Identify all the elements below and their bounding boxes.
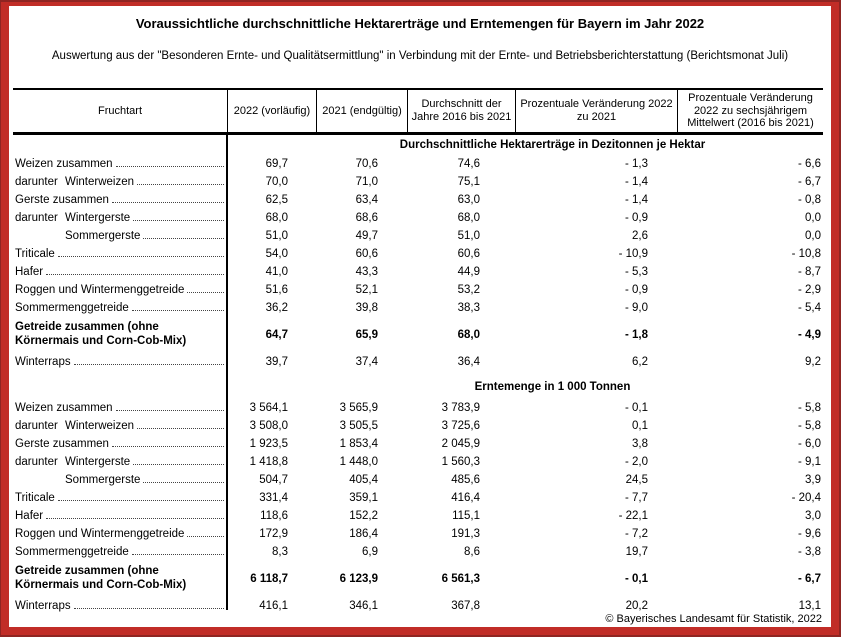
crop-label-cell bbox=[13, 546, 227, 558]
document-page bbox=[1, 2, 839, 635]
column-header-veraenderung-2021: Prozentuale Veränderung 2022 zu 2021 bbox=[515, 90, 677, 132]
section-heading: Erntemenge in 1 000 Tonnen bbox=[474, 380, 631, 393]
crop-name: Getreide zusammen (ohne Körnermais und Corn-Cob-Mix) bbox=[15, 565, 187, 591]
value-2021: 186,4 bbox=[349, 527, 378, 540]
value-change-vs-average: - 3,8 bbox=[797, 545, 821, 558]
table-row bbox=[13, 281, 823, 299]
value-2022: 1 418,8 bbox=[249, 455, 288, 468]
value-change-vs-average: - 2,9 bbox=[797, 283, 821, 296]
table-row bbox=[13, 155, 823, 173]
value-average-2016-2021: 44,9 bbox=[457, 265, 480, 278]
value-average-2016-2021: 8,6 bbox=[464, 545, 480, 558]
dot-leader bbox=[187, 288, 224, 293]
crop-name: Winterraps bbox=[15, 599, 71, 612]
table-row bbox=[13, 209, 823, 227]
table-row bbox=[13, 561, 823, 597]
value-change-vs-average: - 9,6 bbox=[797, 527, 821, 540]
value-average-2016-2021: 1 560,3 bbox=[441, 455, 480, 468]
crop-label-cell bbox=[13, 230, 227, 242]
dot-leader bbox=[74, 360, 224, 365]
value-2021: 68,6 bbox=[355, 211, 378, 224]
table-row bbox=[13, 507, 823, 525]
value-average-2016-2021: 63,0 bbox=[457, 193, 480, 206]
crop-name: Hafer bbox=[15, 265, 44, 278]
table-row bbox=[13, 245, 823, 263]
dot-leader bbox=[143, 478, 224, 483]
value-change-vs-average: - 6,0 bbox=[797, 437, 821, 450]
crop-label-cell bbox=[13, 194, 227, 206]
value-average-2016-2021: 75,1 bbox=[457, 175, 480, 188]
value-2022: 504,7 bbox=[259, 473, 288, 486]
value-2022: 51,6 bbox=[265, 283, 288, 296]
value-change-vs-2021: - 1,3 bbox=[624, 157, 648, 170]
crop-label-cell bbox=[13, 402, 227, 414]
table-row bbox=[13, 525, 823, 543]
value-2022: 172,9 bbox=[259, 527, 288, 540]
value-average-2016-2021: 416,4 bbox=[451, 491, 480, 504]
value-2022: 54,0 bbox=[265, 247, 288, 260]
value-change-vs-average: - 20,4 bbox=[791, 491, 821, 504]
crop-label-cell bbox=[13, 565, 227, 592]
page-title: Voraussichtliche durchschnittliche Hektarerträge und Erntemengen für Bayern im Jahr 2022 bbox=[135, 16, 705, 31]
crop-label-cell bbox=[13, 528, 227, 540]
value-2022: 64,7 bbox=[265, 328, 288, 341]
dot-leader bbox=[46, 514, 224, 519]
crop-name: Triticale bbox=[15, 247, 55, 260]
value-change-vs-2021: 19,7 bbox=[625, 545, 648, 558]
value-2021: 1 853,4 bbox=[339, 437, 378, 450]
column-header-veraenderung-mittelwert: Prozentuale Veränderung 2022 zu sechsjährigem Mittelwert (2016 bis 2021) bbox=[677, 90, 823, 132]
value-change-vs-average: 0,0 bbox=[805, 229, 821, 242]
value-average-2016-2021: 3 783,9 bbox=[441, 401, 480, 414]
value-2021: 49,7 bbox=[355, 229, 378, 242]
dot-leader bbox=[112, 442, 224, 447]
crop-name: Getreide zusammen (ohne Körnermais und Corn-Cob-Mix) bbox=[15, 321, 187, 347]
row-prefix: darunter bbox=[15, 419, 58, 432]
value-change-vs-average: - 4,9 bbox=[797, 328, 821, 341]
value-2021: 3 565,9 bbox=[339, 401, 378, 414]
dot-leader bbox=[137, 424, 224, 429]
table-header-row bbox=[13, 88, 823, 135]
value-2022: 62,5 bbox=[265, 193, 288, 206]
dot-leader bbox=[132, 306, 224, 311]
value-2021: 65,9 bbox=[355, 328, 378, 341]
value-change-vs-average: - 0,8 bbox=[797, 193, 821, 206]
dot-leader bbox=[74, 604, 224, 609]
crop-name: Gerste zusammen bbox=[15, 437, 109, 450]
value-change-vs-2021: - 0,9 bbox=[624, 283, 648, 296]
value-change-vs-2021: 0,1 bbox=[632, 419, 648, 432]
value-average-2016-2021: 3 725,6 bbox=[441, 419, 480, 432]
value-2021: 6 123,9 bbox=[339, 572, 378, 585]
crop-label-cell bbox=[13, 600, 227, 612]
value-2021: 52,1 bbox=[355, 283, 378, 296]
table-row bbox=[13, 227, 823, 245]
value-average-2016-2021: 74,6 bbox=[457, 157, 480, 170]
value-2022: 51,0 bbox=[265, 229, 288, 242]
crop-name: Roggen und Wintermenggetreide bbox=[15, 283, 185, 296]
value-average-2016-2021: 38,3 bbox=[457, 301, 480, 314]
row-prefix: darunter bbox=[15, 211, 58, 224]
crop-label-cell bbox=[13, 474, 227, 486]
crop-label-cell bbox=[13, 492, 227, 504]
value-2022: 6 118,7 bbox=[250, 572, 288, 585]
value-change-vs-2021: - 2,0 bbox=[624, 455, 648, 468]
value-2021: 1 448,0 bbox=[339, 455, 378, 468]
value-change-vs-average: 3,0 bbox=[805, 509, 821, 522]
value-change-vs-average: - 5,4 bbox=[797, 301, 821, 314]
value-2021: 359,1 bbox=[349, 491, 378, 504]
value-change-vs-2021: 20,2 bbox=[625, 599, 648, 612]
value-change-vs-average: - 6,7 bbox=[797, 572, 821, 585]
value-average-2016-2021: 51,0 bbox=[457, 229, 480, 242]
crop-label-cell bbox=[13, 356, 227, 368]
value-change-vs-average: - 6,6 bbox=[797, 157, 821, 170]
crop-name: Winterweizen bbox=[65, 175, 135, 188]
crop-label-cell bbox=[13, 420, 227, 432]
value-2021: 70,6 bbox=[355, 157, 378, 170]
value-average-2016-2021: 115,1 bbox=[452, 509, 480, 522]
copyright-note: © Bayerisches Landesamt für Statistik, 2022 bbox=[605, 613, 822, 625]
crop-label-cell bbox=[13, 438, 227, 450]
value-average-2016-2021: 60,6 bbox=[457, 247, 480, 260]
crop-label-cell bbox=[13, 158, 227, 170]
value-average-2016-2021: 191,3 bbox=[451, 527, 480, 540]
value-average-2016-2021: 367,8 bbox=[451, 599, 480, 612]
value-2021: 39,8 bbox=[355, 301, 378, 314]
value-change-vs-2021: - 1,4 bbox=[624, 175, 648, 188]
dot-leader bbox=[46, 270, 224, 275]
table-row bbox=[13, 353, 823, 371]
value-2022: 69,7 bbox=[265, 157, 288, 170]
table-row bbox=[13, 543, 823, 561]
crop-name: Sommergerste bbox=[65, 229, 141, 242]
page-subtitle: Auswertung aus der "Besonderen Ernte- und Qualitätsermittlung" in Verbindung mit der Ernte- und Betriebsberichterstattung (Berichtsmonat Juli) bbox=[51, 50, 789, 62]
table-row bbox=[13, 191, 823, 209]
crop-label-cell bbox=[13, 456, 227, 468]
value-change-vs-average: - 8,7 bbox=[797, 265, 821, 278]
value-2021: 37,4 bbox=[355, 355, 378, 368]
value-change-vs-2021: 3,8 bbox=[632, 437, 648, 450]
column-header-fruchtart: Fruchtart bbox=[97, 104, 142, 117]
value-average-2016-2021: 485,6 bbox=[451, 473, 480, 486]
value-change-vs-average: 3,9 bbox=[805, 473, 821, 486]
table-body bbox=[13, 135, 823, 615]
value-change-vs-average: - 5,8 bbox=[797, 401, 821, 414]
crop-label-cell bbox=[13, 510, 227, 522]
statistics-table bbox=[13, 88, 823, 615]
value-change-vs-average: 13,1 bbox=[798, 599, 821, 612]
dot-leader bbox=[187, 532, 224, 537]
dot-leader bbox=[132, 550, 224, 555]
table-row bbox=[13, 489, 823, 507]
value-change-vs-2021: 2,6 bbox=[632, 229, 648, 242]
value-average-2016-2021: 68,0 bbox=[457, 328, 480, 341]
value-2022: 118,6 bbox=[260, 509, 288, 522]
table-row bbox=[13, 453, 823, 471]
table-row bbox=[13, 299, 823, 317]
column-header-durchschnitt: Durchschnitt der Jahre 2016 bis 2021 bbox=[407, 90, 515, 132]
dot-leader bbox=[133, 460, 224, 465]
value-2022: 331,4 bbox=[259, 491, 288, 504]
table-row bbox=[13, 435, 823, 453]
dot-leader bbox=[116, 406, 224, 411]
crop-label-cell bbox=[13, 212, 227, 224]
value-2021: 152,2 bbox=[349, 509, 378, 522]
value-average-2016-2021: 6 561,3 bbox=[441, 572, 480, 585]
table-row bbox=[13, 471, 823, 489]
crop-label-cell bbox=[13, 248, 227, 260]
value-change-vs-average: 0,0 bbox=[805, 211, 821, 224]
value-2021: 43,3 bbox=[355, 265, 378, 278]
crop-name: Sommermenggetreide bbox=[15, 301, 129, 314]
crop-label-cell bbox=[13, 266, 227, 278]
column-header-2021: 2021 (endgültig) bbox=[316, 90, 407, 132]
value-change-vs-2021: - 0,1 bbox=[624, 572, 648, 585]
value-2022: 39,7 bbox=[265, 355, 288, 368]
crop-name: Gerste zusammen bbox=[15, 193, 109, 206]
dot-leader bbox=[58, 496, 224, 501]
value-2022: 416,1 bbox=[259, 599, 288, 612]
dot-leader bbox=[143, 234, 224, 239]
table-row bbox=[13, 263, 823, 281]
value-2022: 3 508,0 bbox=[249, 419, 288, 432]
crop-name: Winterweizen bbox=[65, 419, 135, 432]
value-change-vs-2021: - 5,3 bbox=[624, 265, 648, 278]
crop-label-cell bbox=[13, 176, 227, 188]
value-change-vs-2021: - 9,0 bbox=[624, 301, 648, 314]
value-2021: 405,4 bbox=[349, 473, 378, 486]
dot-leader bbox=[133, 216, 224, 221]
crop-label-cell bbox=[13, 302, 227, 314]
value-average-2016-2021: 2 045,9 bbox=[441, 437, 480, 450]
value-2021: 346,1 bbox=[349, 599, 378, 612]
crop-name: Weizen zusammen bbox=[15, 157, 113, 170]
table-row bbox=[13, 317, 823, 353]
crop-label-cell bbox=[13, 284, 227, 296]
row-prefix: darunter bbox=[15, 175, 58, 188]
value-change-vs-2021: - 7,2 bbox=[624, 527, 648, 540]
value-change-vs-average: - 6,7 bbox=[797, 175, 821, 188]
value-2022: 3 564,1 bbox=[249, 401, 288, 414]
value-change-vs-average: - 10,8 bbox=[791, 247, 821, 260]
crop-name: Weizen zusammen bbox=[15, 401, 113, 414]
value-2022: 8,3 bbox=[272, 545, 288, 558]
value-change-vs-2021: 6,2 bbox=[632, 355, 648, 368]
value-2021: 71,0 bbox=[355, 175, 378, 188]
crop-label-cell bbox=[13, 321, 227, 348]
value-change-vs-2021: - 22,1 bbox=[618, 509, 648, 522]
value-2022: 41,0 bbox=[265, 265, 288, 278]
row-prefix: darunter bbox=[15, 455, 58, 468]
table-row bbox=[13, 399, 823, 417]
value-change-vs-2021: - 7,7 bbox=[624, 491, 648, 504]
crop-name: Hafer bbox=[15, 509, 44, 522]
crop-name: Sommergerste bbox=[65, 473, 141, 486]
value-2021: 6,9 bbox=[362, 545, 378, 558]
dot-leader bbox=[137, 180, 224, 185]
value-average-2016-2021: 53,2 bbox=[457, 283, 480, 296]
value-change-vs-2021: 24,5 bbox=[625, 473, 648, 486]
table-row bbox=[13, 597, 823, 615]
column-header-2022: 2022 (vorläufig) bbox=[227, 90, 316, 132]
value-change-vs-2021: - 10,9 bbox=[618, 247, 648, 260]
value-change-vs-average: - 9,1 bbox=[797, 455, 821, 468]
dot-leader bbox=[116, 162, 224, 167]
value-2022: 70,0 bbox=[265, 175, 288, 188]
value-2022: 1 923,5 bbox=[249, 437, 288, 450]
value-change-vs-2021: - 1,8 bbox=[624, 328, 648, 341]
value-average-2016-2021: 68,0 bbox=[457, 211, 480, 224]
table-row bbox=[13, 417, 823, 435]
crop-name: Roggen und Wintermenggetreide bbox=[15, 527, 185, 540]
value-2021: 60,6 bbox=[355, 247, 378, 260]
crop-name: Sommermenggetreide bbox=[15, 545, 129, 558]
table-row bbox=[13, 173, 823, 191]
crop-name: Triticale bbox=[15, 491, 55, 504]
dot-leader bbox=[112, 198, 224, 203]
crop-name: Winterraps bbox=[15, 355, 71, 368]
value-2022: 68,0 bbox=[265, 211, 288, 224]
value-2022: 36,2 bbox=[265, 301, 288, 314]
value-2021: 3 505,5 bbox=[339, 419, 378, 432]
crop-name: Wintergerste bbox=[65, 211, 131, 224]
dot-leader bbox=[58, 252, 224, 257]
value-change-vs-average: - 5,8 bbox=[797, 419, 821, 432]
crop-name: Wintergerste bbox=[65, 455, 131, 468]
section-heading: Durchschnittliche Hektarerträge in Dezitonnen je Hektar bbox=[399, 138, 706, 151]
value-average-2016-2021: 36,4 bbox=[457, 355, 480, 368]
value-change-vs-2021: - 1,4 bbox=[624, 193, 648, 206]
value-change-vs-2021: - 0,1 bbox=[624, 401, 648, 414]
value-change-vs-average: 9,2 bbox=[805, 355, 821, 368]
value-2021: 63,4 bbox=[355, 193, 378, 206]
value-change-vs-2021: - 0,9 bbox=[624, 211, 648, 224]
